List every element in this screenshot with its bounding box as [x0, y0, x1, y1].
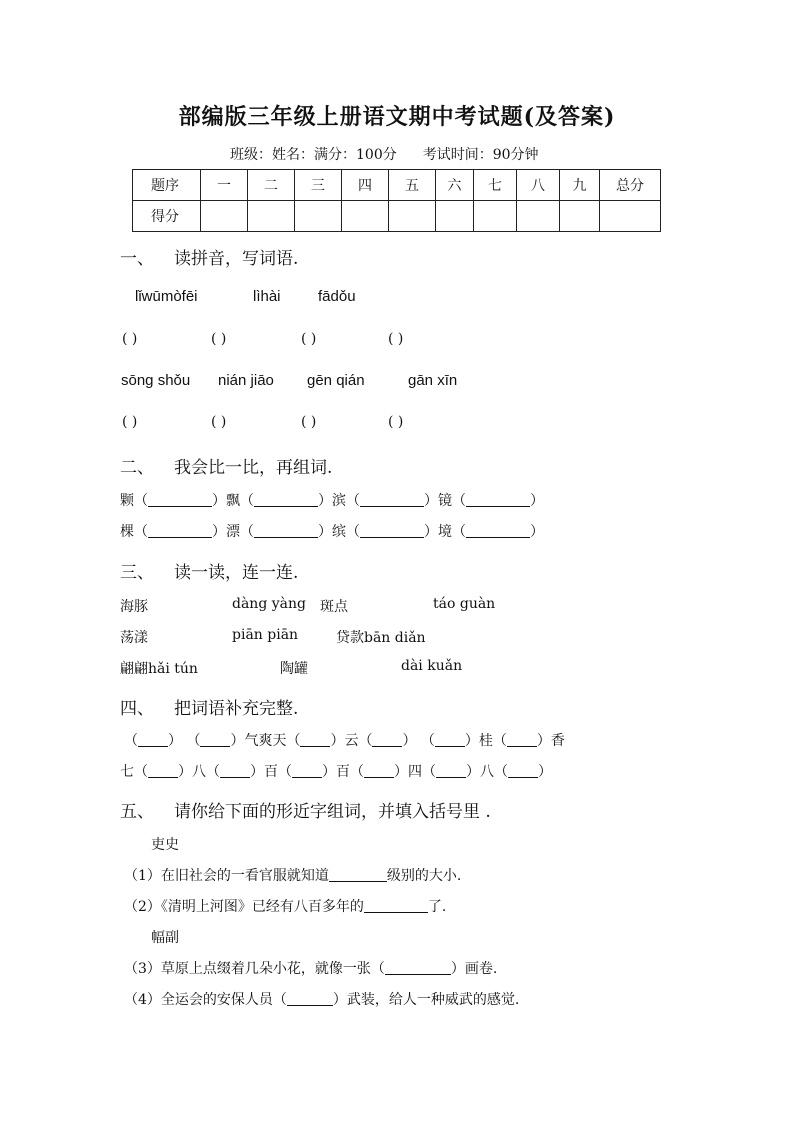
answer-blank[interactable] [508, 763, 538, 778]
exam-info [230, 144, 539, 164]
answer-blank[interactable] [329, 867, 387, 882]
section-number: 三、 [120, 563, 154, 583]
pinyin-item: lǐwūmòfēi [135, 288, 198, 305]
answer-blank[interactable] [364, 898, 428, 913]
score-header-cell: 总分 [600, 170, 661, 201]
pinyin-item: gēn qián [307, 372, 365, 389]
answer-blank[interactable] [254, 492, 318, 507]
question-2 [124, 896, 446, 916]
page-title: 部编版三年级上册语文期中考试题(及答案) [178, 104, 616, 130]
score-cell[interactable] [248, 201, 295, 232]
answer-blank[interactable] [385, 960, 451, 975]
question-4 [124, 989, 519, 1009]
answer-paren[interactable]: ( ) [388, 331, 404, 347]
section-2-heading [120, 453, 332, 478]
exam-time: 考试时间：90分钟 [422, 147, 539, 163]
character: 漂 [226, 524, 240, 540]
character: 缤 [332, 524, 346, 540]
section-title: 读拼音，写词语. [174, 249, 299, 269]
section-title: 请你给下面的形近字组词，并填入括号里 . [174, 802, 491, 822]
question-text: ）画卷. [450, 961, 498, 977]
score-cell[interactable] [389, 201, 436, 232]
question-text: （3）草原上点缀着几朵小花，就像一张（ [124, 961, 385, 977]
section-5-heading [120, 797, 491, 822]
score-cell[interactable] [474, 201, 517, 232]
answer-blank[interactable] [360, 492, 424, 507]
match-item[interactable]: 海豚 [120, 599, 148, 615]
score-header-cell: 二 [248, 170, 295, 201]
character-pair: 幅副 [151, 930, 179, 946]
score-row-label: 得分 [133, 201, 201, 232]
idiom-row: （ ） （ ）气爽天（ ）云（ ） （ ）桂（ ）香 [124, 733, 565, 749]
section-1-heading [120, 244, 298, 269]
score-cell[interactable] [560, 201, 600, 232]
match-item[interactable]: 翩翩hǎi tún [120, 661, 198, 677]
score-header-cell: 五 [389, 170, 436, 201]
section-number: 五、 [120, 802, 154, 822]
answer-blank[interactable] [436, 763, 466, 778]
score-cell[interactable] [342, 201, 389, 232]
idiom-text: 四 [408, 764, 422, 780]
section-4-heading [120, 694, 298, 719]
answer-blank[interactable] [138, 732, 168, 747]
match-item[interactable]: 陶罐 [280, 661, 308, 677]
idiom-text: 云 [344, 733, 359, 749]
answer-paren[interactable]: ( ) [122, 414, 138, 430]
score-header-cell: 题序 [133, 170, 201, 201]
pinyin-item: nián jiāo [218, 372, 274, 389]
score-cell[interactable] [436, 201, 474, 232]
section-title: 读一读，连一连. [174, 563, 299, 583]
score-header-cell: 六 [436, 170, 474, 201]
answer-blank[interactable] [300, 732, 330, 747]
score-cell[interactable] [517, 201, 560, 232]
score-table-header-row [133, 170, 661, 201]
question-3 [124, 958, 497, 978]
answer-paren[interactable]: ( ) [211, 331, 227, 347]
match-item[interactable]: piān piān [232, 627, 299, 643]
score-header-cell: 八 [517, 170, 560, 201]
match-item[interactable]: 荡漾 [120, 630, 148, 646]
answer-blank[interactable] [148, 763, 178, 778]
question-text: 了. [427, 899, 447, 915]
section-title: 把词语补充完整. [174, 699, 299, 719]
answer-paren[interactable]: ( ) [388, 414, 404, 430]
score-cell[interactable] [201, 201, 248, 232]
match-item[interactable]: 斑点 [320, 599, 348, 615]
idiom-row: 七（ ）八（ ）百（ ）百（ ）四（ ）八（ ） [120, 764, 552, 780]
answer-blank[interactable] [466, 492, 530, 507]
answer-blank[interactable] [254, 523, 318, 538]
idiom-text: 香 [550, 733, 565, 749]
score-cell[interactable] [600, 201, 661, 232]
question-text: （2）《清明上河图》已经有八百多年的 [124, 899, 364, 915]
character: 滨 [332, 493, 346, 509]
answer-paren[interactable]: ( ) [211, 414, 227, 430]
section-number: 二、 [120, 458, 154, 478]
section-3-heading [120, 558, 298, 583]
score-header-cell: 三 [295, 170, 342, 201]
match-item[interactable]: dài kuǎn [401, 658, 463, 674]
answer-paren[interactable]: ( ) [301, 414, 317, 430]
answer-blank[interactable] [364, 763, 394, 778]
answer-blank[interactable] [148, 492, 212, 507]
answer-blank[interactable] [200, 732, 230, 747]
answer-blank[interactable] [287, 991, 333, 1006]
answer-paren[interactable]: ( ) [301, 331, 317, 347]
idiom-text: 百 [264, 764, 278, 780]
idiom-text: 八 [192, 764, 206, 780]
answer-blank[interactable] [360, 523, 424, 538]
pinyin-item: fādǒu [318, 288, 356, 305]
answer-blank[interactable] [148, 523, 212, 538]
pinyin-item: sōng shǒu [121, 372, 191, 389]
character: 镜 [438, 493, 452, 509]
idiom-text: 桂 [478, 733, 493, 749]
score-header-cell: 七 [474, 170, 517, 201]
score-header-cell: 九 [560, 170, 600, 201]
pinyin-item: gān xīn [408, 372, 458, 389]
answer-paren[interactable]: ( ) [122, 331, 138, 347]
character: 棵 [120, 524, 134, 540]
character: 飘 [226, 493, 240, 509]
match-item[interactable]: 贷款bān diǎn [336, 630, 426, 646]
question-text: 级别的大小. [386, 868, 462, 884]
character: 境 [438, 524, 452, 540]
section-number: 一、 [120, 249, 154, 269]
section-title: 我会比一比，再组词. [174, 458, 333, 478]
character-pair: 吏史 [151, 837, 179, 853]
exam-info-fields: 班级：姓名：满分：100分 [230, 147, 397, 163]
match-item[interactable]: táo guàn [433, 596, 496, 612]
score-cell[interactable] [295, 201, 342, 232]
score-header-cell: 四 [342, 170, 389, 201]
answer-blank[interactable] [507, 732, 537, 747]
idiom-text: 百 [336, 764, 350, 780]
answer-blank[interactable] [292, 763, 322, 778]
answer-blank[interactable] [220, 763, 250, 778]
idiom-text: 八 [480, 764, 494, 780]
answer-blank[interactable] [372, 732, 402, 747]
answer-blank[interactable] [435, 732, 465, 747]
score-table [132, 169, 661, 232]
score-table-score-row [133, 201, 661, 232]
idiom-text: 七 [120, 764, 134, 780]
question-text: ）武装，给人一种威武的感觉. [332, 992, 520, 1008]
question-text: （4）全运会的安保人员（ [124, 992, 287, 1008]
score-header-cell: 一 [201, 170, 248, 201]
word-group-row: 颗（ ）飘（ ）滨（ ）镜（ ） [120, 493, 544, 509]
question-text: （1）在旧社会的一看官服就知道 [124, 868, 329, 884]
question-1 [124, 865, 461, 885]
character: 颗 [120, 493, 134, 509]
match-item[interactable]: dàng yàng [232, 596, 306, 612]
section-number: 四、 [120, 699, 154, 719]
pinyin-item: lìhài [253, 288, 281, 305]
answer-blank[interactable] [466, 523, 530, 538]
word-group-row: 棵（ ）漂（ ）缤（ ）境（ ） [120, 524, 544, 540]
idiom-text: 气爽天 [244, 733, 287, 749]
